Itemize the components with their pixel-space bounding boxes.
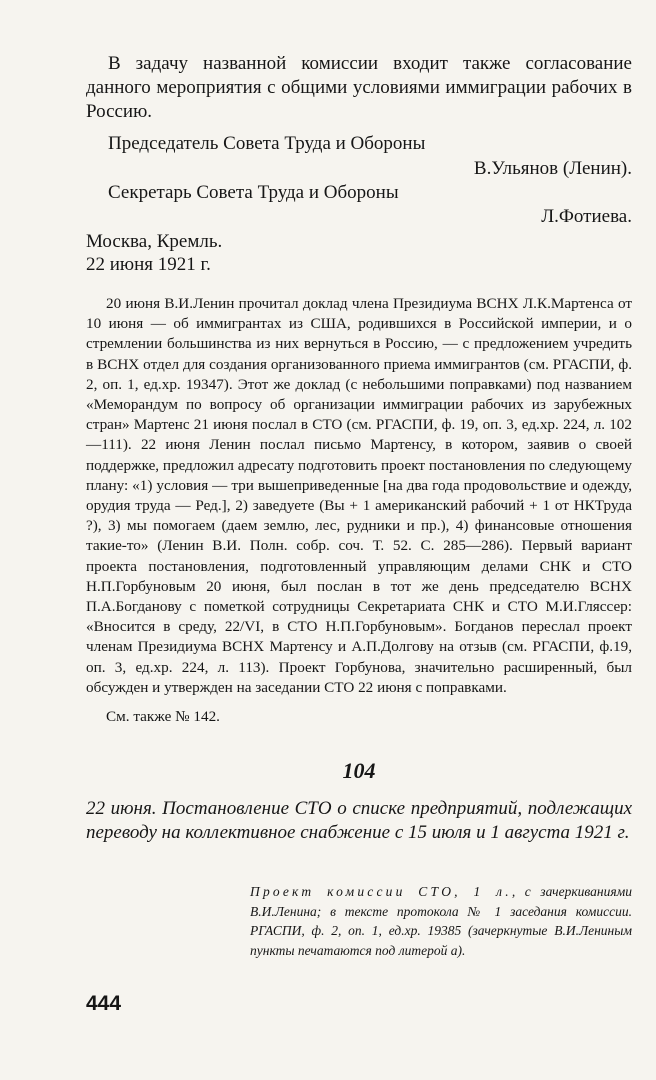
secretary-name: Л.Фотиева. — [541, 206, 632, 227]
chairman-name: В.Ульянов (Ленин). — [473, 158, 632, 179]
intro-paragraph: В задачу названной комиссии входит также согласование данного мероприятия с общими условиями иммиграции рабочих в Россию. — [86, 53, 632, 122]
archival-reference — [250, 882, 632, 960]
document-number: 104 — [342, 758, 376, 783]
place: Москва, Кремль. — [86, 231, 223, 252]
see-also: См. также № 142. — [106, 708, 220, 725]
secretary-title: Секретарь Совета Труда и Обороны — [108, 182, 399, 203]
chairman-title: Председатель Совета Труда и Обороны — [108, 133, 426, 154]
editorial-note: 20 июня В.И.Ленин прочитал доклад члена Президиума ВСНХ Л.К.Мартенса от 10 июня — об иммигрантах из США, родившихся в Российской империи, и о стремлении большинства из них вернуться в Россию, — с предложением учредить в ВСНХ отдел для создания организованного приема иммигрантов (см. РГАСПИ, ф. 2, оп. 1, ед.хр. 19347). Этот же доклад (с небольшими поправками) под названием «Меморандум по вопросу об организации иммиграции рабочих из зарубежных стран» Мартенс 21 июня послал в СТО (см. РГАСПИ, ф. 19, оп. 3, ед.хр. 224, л. 102—111). 22 июня Ленин послал письмо Мартенсу, в котором, заявив о своей поддержке, предложил адресату подготовить проект постановления по следующему плану: «1) условия — три вышеприведенные [на два года продовольствие и одежду, орудия труда — Ред.], 2) заведуете (Вы + 1 американский рабочий + 1 от НКТруда ?), 3) мы помогаем (даем землю, лес, рудники и пр.), 4) финансовые отношения такие-то» (Ленин В.И. Полн. собр. соч. Т. 52. С. 285—286). Первый вариант проекта постановления, подготовленный управляющим делами СНК и СТО Н.П.Горбуновым 20 июня, был послан в тот же день председателю ВСНХ П.А.Богданову с пометкой сотрудницы Секретариата СНК и СТО М.И.Гляссер: «Вносится в среду, 22/VI, в СТО Н.П.Горбуновым». Богданов переслал проект членам Президиума ВСНХ Мартенсу и А.П.Долгову на отзыв (см. РГАСПИ, ф.19, оп. 3, ед.хр. 224, л. 113). Проект Горбунова, значительно расширенный, был обсужден и утвержден на заседании СТО 22 июня с поправками. — [86, 295, 632, 696]
archival-rest: , с зачеркиваниями В.И.Ленина; в тексте протокола № 1 заседания комиссии. РГАСПИ, ф. 2, оп. 1, ед.хр. 19385 (зачеркнутые В.И.Лениным пункты печатаются под литерой а). — [250, 884, 632, 958]
archival-lead: Проект комиссии СТО, 1 л. — [250, 884, 512, 899]
date-signed: 22 июня 1921 г. — [86, 254, 211, 275]
page-number: 444 — [86, 992, 122, 1015]
document-title: 22 июня. Постановление СТО о списке предприятий, подлежащих переводу на коллективное снабжение с 15 июля и 1 августа 1921 г. — [86, 798, 632, 843]
